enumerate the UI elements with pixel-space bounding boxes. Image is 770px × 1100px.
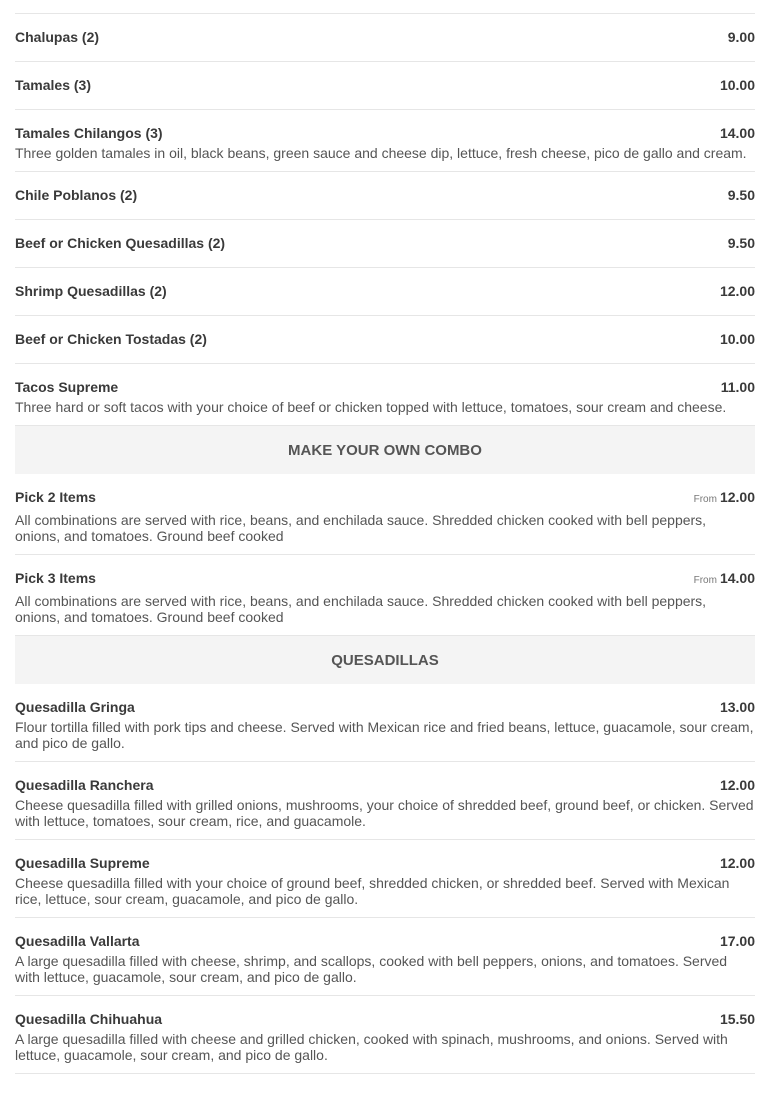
item-name: Tamales Chilangos (3)	[15, 125, 163, 141]
item-description: Flour tortilla filled with pork tips and cheese. Served with Mexican rice and fried beans, lettuce, guacamole, sour cream, and pico de gallo.	[15, 719, 754, 751]
item-name: Quesadilla Vallarta	[15, 933, 140, 949]
item-name: Shrimp Quesadillas (2)	[15, 283, 167, 299]
item-description: Cheese quesadilla filled with your choice of ground beef, shredded chicken, or shredded beef. Served with Mexican rice, lettuce, sour cream, guacamole, and pico de gallo.	[15, 875, 730, 907]
menu-item[interactable]	[15, 474, 755, 555]
item-price: 9.50	[727, 187, 755, 203]
item-price: 12.00	[719, 855, 755, 871]
menu-item[interactable]	[15, 14, 755, 62]
item-price-wrap	[728, 231, 755, 255]
item-price: 15.50	[719, 1011, 755, 1027]
item-name: Quesadilla Chihuahua	[15, 1011, 163, 1027]
menu-item[interactable]	[15, 840, 755, 918]
item-description: All combinations are served with rice, beans, and enchilada sauce. Shredded chicken cooked with bell peppers, onions, and tomatoes. Ground beef cooked	[15, 512, 707, 544]
menu-item[interactable]	[15, 555, 755, 636]
item-price: 9.50	[727, 235, 755, 251]
item-price: 12.00	[719, 283, 755, 299]
item-price-wrap	[720, 327, 755, 351]
item-description: All combinations are served with rice, beans, and enchilada sauce. Shredded chicken cooked with bell peppers, onions, and tomatoes. Ground beef cooked	[15, 593, 707, 625]
item-price-wrap	[720, 929, 755, 953]
item-name: Tamales (3)	[15, 77, 91, 93]
item-price-wrap	[720, 1007, 755, 1031]
menu-item[interactable]	[15, 684, 755, 762]
menu-item[interactable]	[15, 0, 755, 14]
item-name	[15, 0, 171, 1]
item-name: Tacos Supreme	[15, 379, 119, 395]
item-price: 10.00	[719, 77, 755, 93]
item-description: Cheese quesadilla filled with grilled onions, mushrooms, your choice of shredded beef, ground beef, or chicken. Served with lettuce, tomatoes, sour cream, rice, and guacamole.	[15, 797, 754, 829]
item-price-wrap	[720, 851, 755, 875]
menu-item[interactable]	[15, 172, 755, 220]
item-name: Quesadilla Ranchera	[15, 777, 154, 793]
menu-item[interactable]	[15, 268, 755, 316]
item-price: 13.00	[719, 699, 755, 715]
item-price	[728, 0, 755, 1]
item-price-wrap	[720, 695, 755, 719]
item-description: A large quesadilla filled with cheese, shrimp, and scallops, cooked with bell peppers, onions, and tomatoes. Served with lettuce, guacamole, sour cream, and pico de gallo.	[15, 953, 728, 985]
item-price-wrap	[720, 121, 755, 145]
section-header-quesadillas: QUESADILLAS	[15, 636, 755, 684]
item-description: Three hard or soft tacos with your choice of beef or chicken topped with lettuce, tomatoes, sour cream and cheese.	[15, 399, 727, 415]
menu-item[interactable]	[15, 110, 755, 172]
item-price: 17.00	[719, 933, 755, 949]
item-price-wrap	[720, 773, 755, 797]
menu-item[interactable]	[15, 762, 755, 840]
item-price-wrap	[728, 25, 755, 49]
item-price: 14.00	[719, 570, 755, 586]
from-label: From	[693, 494, 717, 505]
item-price: 10.00	[719, 331, 755, 347]
item-description: Three golden tamales in oil, black beans, green sauce and cheese dip, lettuce, fresh cheese, pico de gallo and cream.	[15, 145, 747, 161]
item-name: Chile Poblanos (2)	[15, 187, 138, 203]
menu-item[interactable]	[15, 364, 755, 426]
item-name: Pick 2 Items	[15, 489, 96, 505]
item-name: Quesadilla Supreme	[15, 855, 150, 871]
items-group-combo	[15, 474, 755, 636]
item-description: A large quesadilla filled with cheese and grilled chicken, cooked with spinach, mushrooms, and onions. Served with lettuce, guacamole, sour cream, and pico de gallo.	[15, 1031, 728, 1063]
items-group-a	[15, 14, 755, 426]
item-name: Chalupas (2)	[15, 29, 100, 45]
item-price-wrap	[721, 375, 755, 399]
item-price-wrap	[728, 183, 755, 207]
section-header-combo: MAKE YOUR OWN COMBO	[15, 426, 755, 474]
item-name: Beef or Chicken Tostadas (2)	[15, 331, 207, 347]
item-price-wrap	[694, 566, 755, 593]
item-price-wrap	[720, 279, 755, 303]
menu-item[interactable]	[15, 62, 755, 110]
item-price: 11.00	[720, 379, 755, 395]
item-price: 9.00	[727, 29, 755, 45]
from-label: From	[693, 575, 717, 586]
item-name: Pick 3 Items	[15, 570, 96, 586]
item-name: Quesadilla Gringa	[15, 699, 135, 715]
menu-item[interactable]	[15, 316, 755, 364]
item-price: 12.00	[719, 777, 755, 793]
item-price: 14.00	[719, 125, 755, 141]
item-price-wrap	[694, 485, 755, 512]
item-price: 12.00	[719, 489, 755, 505]
menu-item[interactable]	[15, 918, 755, 996]
item-name: Beef or Chicken Quesadillas (2)	[15, 235, 226, 251]
menu-item[interactable]	[15, 220, 755, 268]
items-group-quesadillas	[15, 684, 755, 1074]
item-price-wrap	[720, 73, 755, 97]
menu-item[interactable]	[15, 996, 755, 1074]
menu-list	[15, 0, 755, 1074]
